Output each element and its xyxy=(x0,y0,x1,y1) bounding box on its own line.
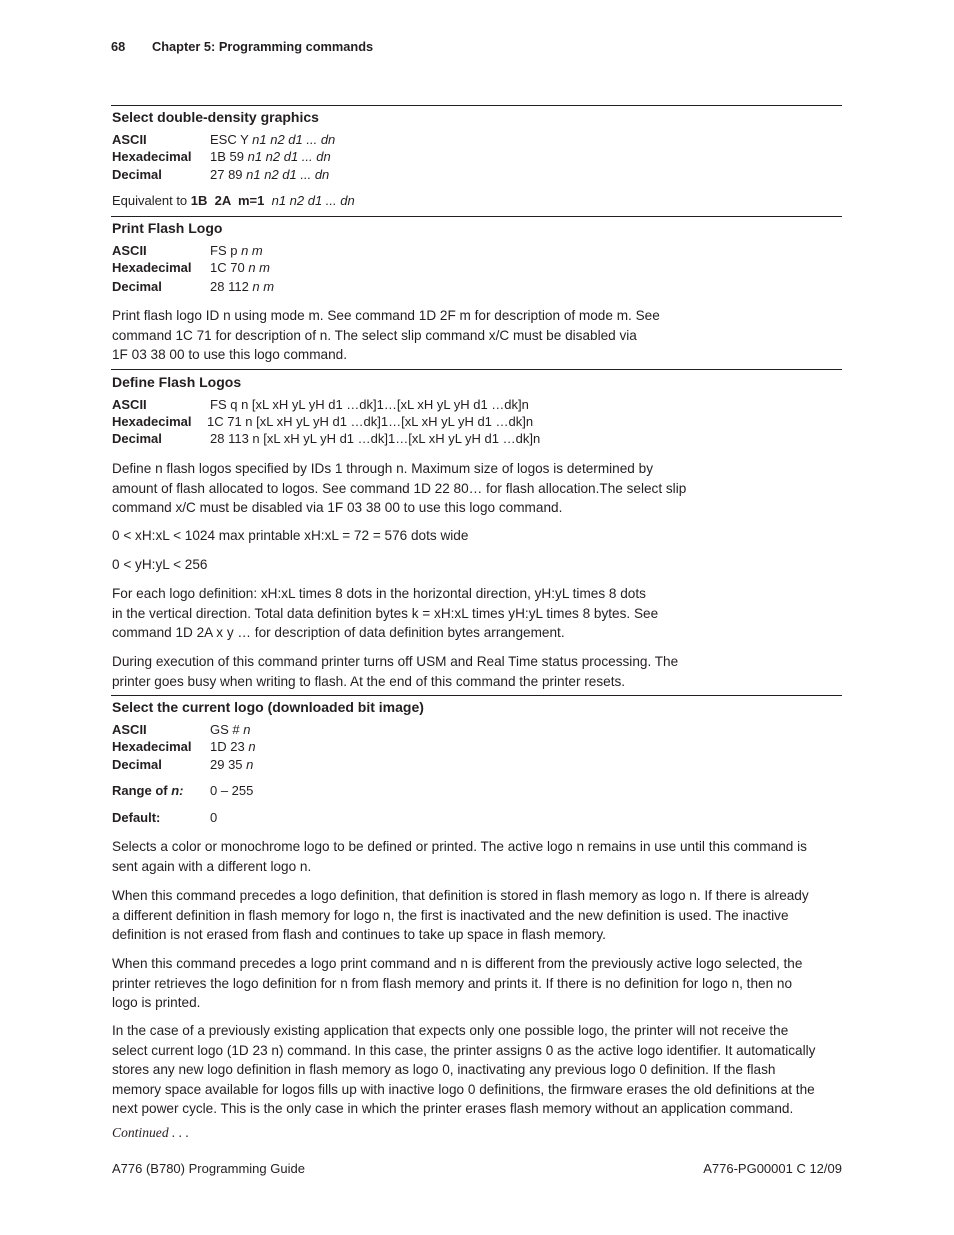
paragraph: During execution of this command printer turns off USM and Real Time status processing. The printer goes busy when writing to flash. At the end of this command the printer resets. xyxy=(112,654,679,689)
paragraph: When this command precedes a logo print command and n is different from the previously active logo selected, the printer retrieves the logo definition for n from flash memory and prints it. If there is no definition for logo n, then no logo is printed. xyxy=(112,956,803,1011)
range-x: 0 < xH:xL < 1024 max printable xH:xL = 72 = 576 dots wide xyxy=(112,528,469,543)
row-label: Decimal xyxy=(112,431,162,446)
section-divider xyxy=(111,369,842,370)
section-divider xyxy=(111,105,842,106)
row-value: 27 89 n1 n2 d1 ... dn xyxy=(210,167,330,182)
paragraph: Selects a color or monochrome logo to be defined or printed. The active logo n remains in use until this command is sent again with a different logo n. xyxy=(112,839,807,874)
row-value: 1C 70 n m xyxy=(210,260,270,275)
page-number: 68 xyxy=(111,39,126,54)
row-value: FS p n m xyxy=(210,243,263,258)
row-value: 1D 23 n xyxy=(210,739,256,754)
row-label: Decimal xyxy=(112,167,162,182)
page-header xyxy=(111,39,373,54)
row-label: ASCII xyxy=(112,243,147,258)
default-label: Default: xyxy=(112,810,161,825)
row-value: 29 35 n xyxy=(210,757,254,772)
range-label: Range of n: xyxy=(112,783,184,798)
default-value: 0 xyxy=(210,810,218,825)
section-divider xyxy=(111,216,842,217)
range-value: 0 – 255 xyxy=(210,783,254,798)
section-divider xyxy=(111,695,842,696)
row-label: Hexadecimal xyxy=(112,414,192,429)
row-value: FS q n [xL xH yL yH d1 …dk]1…[xL xH yL yH d1 …dk]n xyxy=(210,397,529,412)
section-title: Select double-density graphics xyxy=(112,109,319,125)
row-label: Hexadecimal xyxy=(112,260,192,275)
paragraph: Print flash logo ID n using mode m. See command 1D 2F m for description of mode m. See command 1C 71 for description of n. The select slip command x/C must be disabled via 1F 03 38 00 to use this logo command. xyxy=(112,308,660,363)
row-value: ESC Y n1 n2 d1 ... dn xyxy=(210,132,336,147)
section-title: Print Flash Logo xyxy=(112,220,223,236)
row-value: 28 112 n m xyxy=(210,279,275,294)
paragraph: In the case of a previously existing application that expects only one possible logo, the printer will not receive the select current logo (1D 23 n) command. In this case, the printer assigns 0 as the active logo identifier. It automatically stores any new logo definition in flash memory as logo 0, inactivating any previous logo 0 definition. If the flash memory space available for logos fills up with inactive logo 0 definitions, the firmware erases the old definitions at the next power cycle. This is the only case in which the printer erases flash memory without an application command. xyxy=(112,1023,816,1117)
row-label: Decimal xyxy=(112,757,162,772)
row-value: 1C 71 n [xL xH yL yH d1 …dk]1…[xL xH yL yH d1 …dk]n xyxy=(207,414,534,429)
row-label: ASCII xyxy=(112,132,147,147)
continued-note: Continued . . . xyxy=(112,1125,190,1140)
section-title: Select the current logo (downloaded bit image) xyxy=(112,699,424,715)
range-y: 0 < yH:yL < 256 xyxy=(112,557,208,572)
paragraph: Define n flash logos specified by IDs 1 through n. Maximum size of logos is determined by amount of flash allocated to logos. See command 1D 22 80… for flash allocation.The select slip command x/C must be disabled via 1F 03 38 00 to use this logo command. xyxy=(112,461,687,516)
row-label: Decimal xyxy=(112,279,162,294)
row-label: Hexadecimal xyxy=(112,739,192,754)
paragraph: For each logo definition: xH:xL times 8 dots in the horizontal direction, yH:yL times 8 dots in the vertical direction. Total data definition bytes k = xH:xL times yH:yL times 8 bytes. See command 1D 2A x y … for description of data definition bytes arrangement. xyxy=(112,586,659,641)
equivalent-note: Equivalent to 1B 2A m=1 n1 n2 d1 ... dn xyxy=(112,193,355,208)
footer-left: A776 (B780) Programming Guide xyxy=(112,1161,305,1176)
row-label: ASCII xyxy=(112,397,147,412)
row-value: GS # n xyxy=(210,722,251,737)
chapter-title: Chapter 5: Programming commands xyxy=(152,39,374,54)
row-value: 28 113 n [xL xH yL yH d1 …dk]1…[xL xH yL yH d1 …dk]n xyxy=(210,431,541,446)
section-title: Define Flash Logos xyxy=(112,374,242,390)
footer-right: A776-PG00001 C 12/09 xyxy=(703,1161,842,1176)
row-label: ASCII xyxy=(112,722,147,737)
paragraph: When this command precedes a logo definition, that definition is stored in flash memory as logo n. If there is already a different definition in flash memory for logo n, the first is inactivated and the new definition is used. The inactive definition is not erased from flash and continues to take up space in flash memory. xyxy=(112,888,809,943)
row-label: Hexadecimal xyxy=(112,149,192,164)
row-value: 1B 59 n1 n2 d1 ... dn xyxy=(210,149,331,164)
